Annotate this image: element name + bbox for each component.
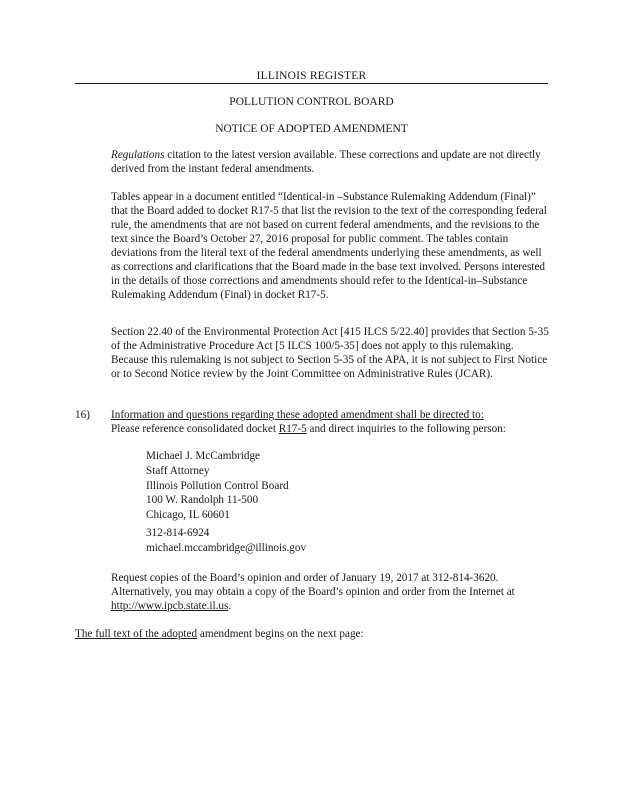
contact-city: Chicago, IL 60601 — [146, 509, 230, 522]
notice-title: NOTICE OF ADOPTED AMENDMENT — [215, 123, 408, 135]
board-title: POLLUTION CONTROL BOARD — [229, 96, 394, 108]
register-title: ILLINOIS REGISTER — [251, 70, 373, 82]
contact-phone: 312-814-6924 — [146, 527, 210, 539]
paragraph-regulations — [111, 148, 551, 176]
register-header — [75, 70, 548, 84]
contact-name: Michael J. McCambridge — [146, 450, 261, 462]
full-text-adopted: adopted — [161, 628, 198, 640]
contact-info — [146, 526, 306, 556]
website-link[interactable]: http://www.ipcb.state.il.us — [111, 600, 229, 612]
regulations-italic: Regulations — [111, 149, 165, 161]
copies-text: Request copies of the Board’s opinion and order of January 19, 2017 at 312-814-3620. Alternatively, you may obtain a copy of the Board’s opinion and order from the Internet at — [111, 572, 515, 598]
contact-org: Illinois Pollution Control Board — [146, 479, 289, 492]
reference-post: and direct inquiries to the following person: — [306, 423, 506, 435]
contact-street: 100 W. Randolph 11-500 — [146, 494, 259, 507]
copies-end: . — [228, 600, 232, 612]
full-text-pre: The full text of the — [75, 628, 162, 640]
paragraph-copies — [111, 571, 551, 613]
paragraph-information — [111, 408, 551, 436]
reference-pre: Please reference consolidated docket — [111, 423, 279, 435]
full-text-post: amendment begins on the next page: — [197, 628, 364, 640]
full-text-notice — [75, 627, 364, 641]
paragraph-section-22-40: Section 22.40 of the Environmental Protection Act [415 ILCS 5/22.40] provides that Section 5-35 of the Administrative Procedure Act [5 ILCS 100/5-35] does not apply to this rulemaking. Because this rulemaking is not subject to Section 5-35 of the APA, it is not subject to First Notice or to Second Notice review by the Joint Committee on Administrative Rules (JCAR). — [111, 326, 549, 380]
docket-link: R17-5 — [278, 423, 307, 435]
paragraph-tables: Tables appear in a document entitled “Identical-in –Substance Rulemaking Addendum (Final)” that the Board added to docket R17-5 that list the revision to the text of the corresponding federal rule, the amendments that are not based on current federal amendments, and the revisions to the text since the Board’s October 27, 2016 proposal for public comment. The tables contain deviations from the literal text of the federal amendments underlying these amendments, as well as corrections and clarifications that the Board made in the base text involved. Persons interested in the details of those corrections and amendments should refer to the Identical-in–Substance Rulemaking Addendum (Final) in docket R17-5. — [111, 191, 547, 301]
contact-title: Staff Attorney — [146, 464, 210, 477]
regulations-text: citation to the latest version available. These corrections and update are not directly derived from the instant federal amendments. — [111, 149, 541, 175]
item-number: 16) — [75, 409, 90, 421]
contact-email[interactable]: michael.mccambridge@illinois.gov — [146, 541, 307, 554]
information-line: Information and questions regarding these adopted amendment shall be directed to: — [111, 409, 484, 421]
contact-address — [146, 449, 289, 523]
